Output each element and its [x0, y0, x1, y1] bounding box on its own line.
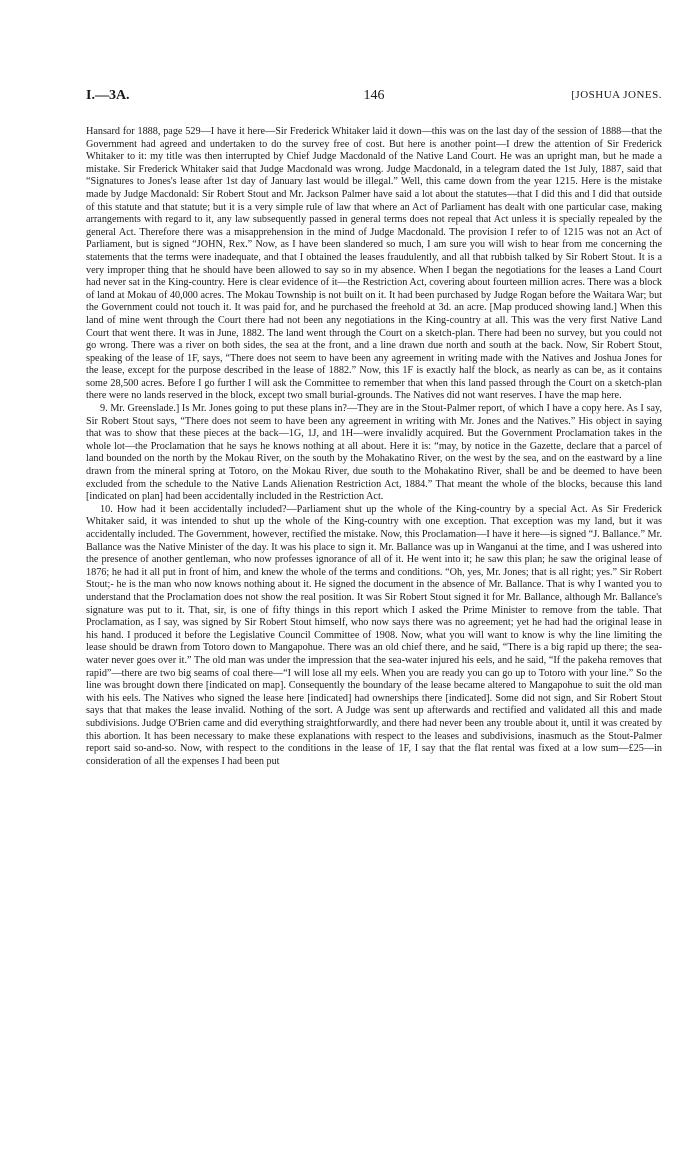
document-body [86, 126, 662, 768]
paragraph-continuation: Hansard for 1888, page 529—I have it here—Sir Frederick Whitaker laid it down—this was on the last day of the session of 1888—that the Government had agreed and undertaken to do the survey free of cost. But here is another point—I drew the attention of Sir Frederick Whitaker to it: my title was then interrupted by Chief Judge Macdonald of the Native Land Court. He was an upright man, but he made a mistake. Sir Frederick Whitaker said that Judge Macdonald was wrong. Judge Macdonald, in a telegram dated the 1st July, 1887, said that “Signatures to Jones's lease after 1st day of January last would be illegal.” Well, this came down from the year 1215. Here is the mistake made by Judge Macdonald: Sir Robert Stout and Mr. Jackson Palmer have said a lot about the statutes—that I did this and I did that outside of this statute and that statute; but it is a very simple rule of law that where an Act of Parliament has dealt with one particular case, making arrangements with regard to it, any law subsequently passed in general terms does not repeal that Act unless it is specially repealed by the general Act. Therefore there was a misapprehension in the mind of Judge Macdonald. The provision I refer to of 1215 was not an Act of Parliament, but is signed “JOHN, Rex.” Now, as I have been slandered so much, I am sure you will wish to hear from me concerning the statements that the terms were inadequate, and that I obtained the leases fraudulently, and all that rubbish talked by Sir Robert Stout. It is a very improper thing that he should have been allowed to say so in my absence. When I began the negotiations for the leases a Land Court had never sat in the King-country. Here is clear evidence of it—the Restriction Act, covering about fourteen million acres. There was a block of land at Mokau of 40,000 acres. The Mokau Township is not built on it. It had been purchased by Judge Rogan before the Waitara War; but the Government could not touch it. It was paid for, and he purchased the freehold at 3d. an acre. [Map produced showing land.] When this land of mine went through the Court there had not been any negotiations in the King-country at all. This was the very first Native Land Court that went there. It was in June, 1882. The land went through the Court on a sketch-plan. There had been no survey, but you could not go wrong. There was a river on both sides, the sea at the front, and a line drawn due north and south at the back. Now, Sir Robert Stout, speaking of the lease of 1F, says, “There does not seem to have been any agreement in writing made with the Natives and Joshua Jones for the lease, except for the purpose described in the lease of 1882.” Now, this 1F is exactly half the block, as nearly as can be, as it contains some 28,500 acres. Before I go further I will ask the Committee to remember that when this land passed through the Court on a sketch-plan there were no lands reserved in the block, except two small burial-grounds. The Natives did not want reserves. I have the map here. [86, 126, 662, 402]
speaker-name: [JOSHUA JONES. [571, 89, 662, 101]
document-reference: I.—3A. [86, 88, 130, 103]
paragraph-question-10: 10. How had it been accidentally included?—Parliament shut up the whole of the King-country by a special Act. As Sir Frederick Whitaker said, it was intended to shut up the whole of the King-country with one exception. That exception was my land, but it was accidentally included. The Government, however, rectified the mistake. Now, this Proclamation—I have it here—is signed “J. Ballance.” Mr. Ballance was the Native Minister of the day. It was his place to sign it. Mr. Ballance was up in Wanganui at the time, and I was ushered into the presence of another gentleman, who now professes ignorance of all of it. He went into it; he saw this plan; he saw the original lease of 1876; he had it all put in front of him, and knew the whole of the terms and conditions. “Oh, yes, Mr. Jones; that is all right; yes.” Sir Robert Stout;- he is the man who now knows nothing about it. He signed the document in the absence of Mr. Ballance. That is why I wanted you to understand that the Proclamation does not show the real position. It was Sir Robert Stout signed it for Mr. Ballance, although Mr. Ballance's signature was put to it. That, sir, is one of fifty things in this report which I asked the Prime Minister to remove from the table. That Proclamation, as I say, was signed by Sir Robert Stout himself, who now says there was no agreement; yet he had had the original lease in his hand. I produced it before the Legislative Council Committee of 1908. Now, what you will want to know is why the line limiting the lease should be drawn from Totoro down to Mangapohue. There was an old chief there, and he said, “There is a big rapid up there; the sea-water never goes over it.” The old man was under the impression that the sea-water injured his eels, and he said, “If the pakeha removes that rapid”—there are two big seams of coal there—“I will lose all my eels. When you are ready you can go up to Totoro with your line.” So the line was brought down there [indicated on map]. Consequently the boundary of the lease became altered to Mangapohue to suit the old man with his eels. The Natives who signed the lease here [indicated] had ownerships there [indicated]. Some did not sign, and Sir Robert Stout says that that makes the lease invalid. Nothing of the sort. A Judge was sent up afterwards and rectified and validated all this and made subdivisions. Judge O'Brien came and did everything straightforwardly, and there had never been any trouble about it, until it was created by this abortion. It has been necessary to make these explanations with respect to the leases and subdivisions, inasmuch as the Stout-Palmer report said so-and-so. Now, with respect to the conditions in the lease of 1F, I say that the flat rental was fixed at a low sum—£25—in consideration of all the expenses I had been put [86, 503, 662, 767]
paragraph-question-9: 9. Mr. Greenslade.] Is Mr. Jones going to put these plans in?—They are in the Stout-Palmer report, of which I have a copy here. As I say, Sir Robert Stout says, “There does not seem to have been any agreement in writing with Mr. Jones and the Natives.” His object in saying that was to show that these pieces at the back—1G, 1J, and 1H—were invalidly acquired. But the Government Proclamation takes in the whole lot—the Proclamation that he says he knows nothing at all about. Here it is: “may, by notice in the Gazette, declare that a parcel of land bounded on the north by the Mokau River, on the south by the Mohakatino River, on the west by the sea, and on the eastward by a line drawn from the mineral spring at Totoro, on the Mokau River, due south to the Mohakatino River, shall be and be deemed to have been excluded from the schedule to the Native Lands Alienation Restriction Act, 1884.” That meant the whole of the blocks, because this land [indicated on plan] had been accidentally included in the Restriction Act. [86, 403, 662, 503]
page-header [86, 88, 662, 108]
page-number: 146 [363, 88, 385, 103]
